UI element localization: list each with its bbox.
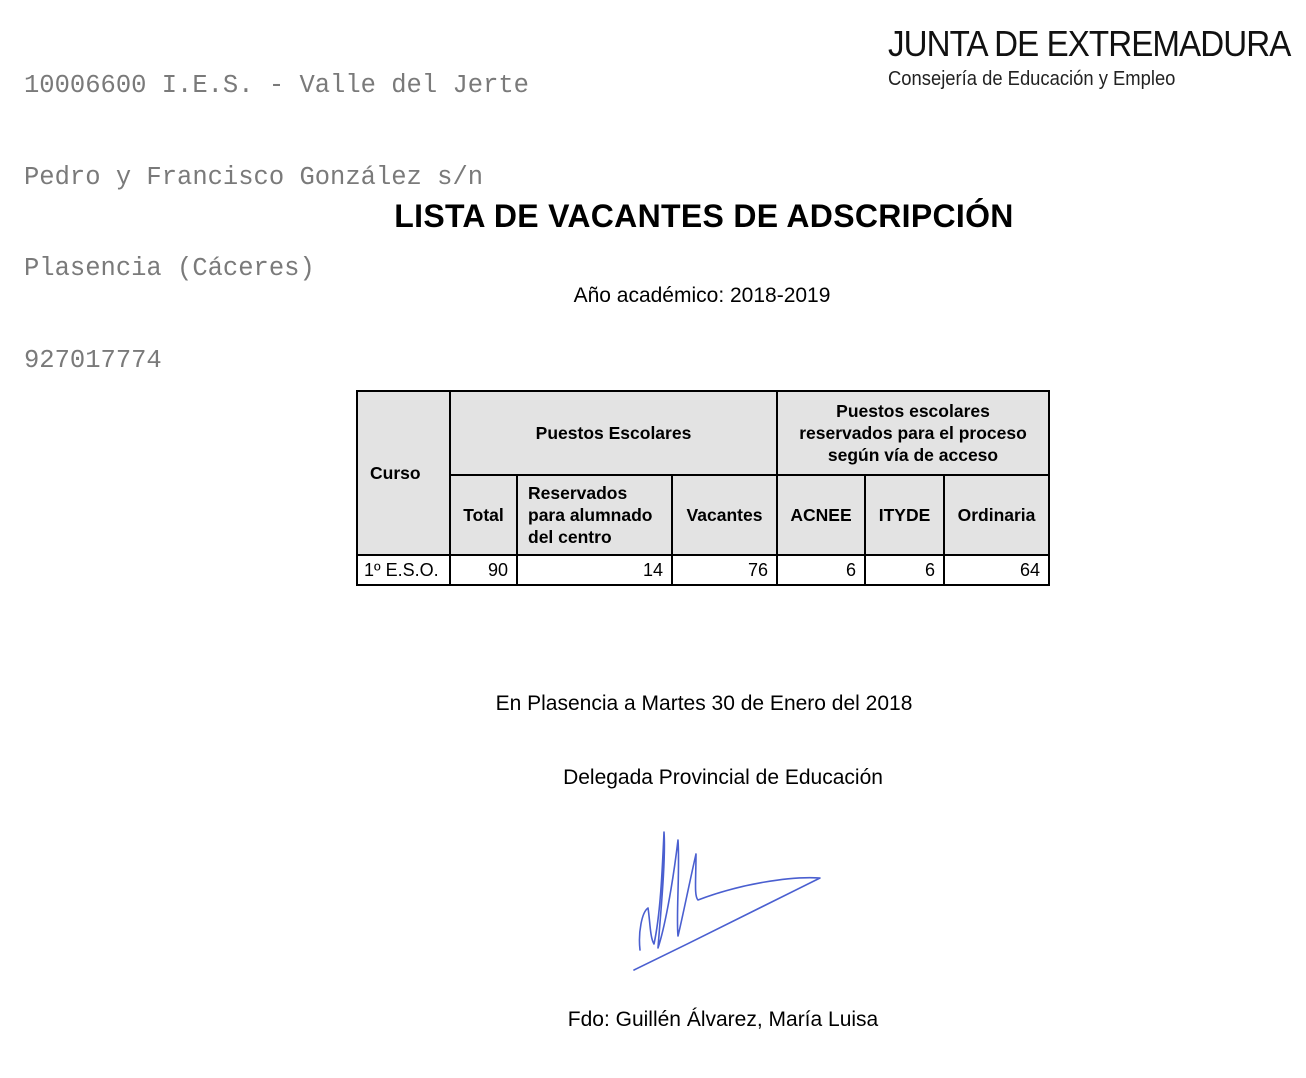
junta-logo	[888, 22, 1306, 91]
address-line-phone: 927017774	[24, 345, 162, 375]
header-reservados-proceso-line: reservados para el proceso	[799, 423, 1027, 443]
document-title: LISTA DE VACANTES DE ADSCRIPCIÓN	[394, 198, 1014, 234]
header-reservados-line: Reservados	[528, 483, 628, 503]
signed-by: Fdo: Guillén Álvarez, María Luisa	[567, 1008, 879, 1031]
header-curso: Curso	[357, 391, 450, 555]
header-reservados-proceso-line: según vía de acceso	[827, 445, 999, 465]
header-vacantes: Vacantes	[672, 475, 777, 555]
header-reservados-centro	[517, 475, 672, 555]
cell-acnee: 6	[777, 555, 865, 585]
table-row	[357, 555, 1049, 585]
header-reservados-line: para alumnado	[528, 505, 653, 525]
header-acnee: ACNEE	[777, 475, 865, 555]
academic-year: Año académico: 2018-2019	[573, 284, 831, 307]
cell-total: 90	[450, 555, 517, 585]
logo-subtitle: Consejería de Educación y Empleo	[888, 68, 1176, 90]
header-ordinaria: Ordinaria	[944, 475, 1049, 555]
cell-reservados: 14	[517, 555, 672, 585]
cell-vacantes: 76	[672, 555, 777, 585]
header-ityde: ITYDE	[865, 475, 944, 555]
signer-role: Delegada Provincial de Educación	[563, 766, 883, 789]
header-reservados-line: del centro	[528, 527, 612, 547]
header-reservados-proceso-line: Puestos escolares	[836, 401, 990, 421]
header-puestos-escolares: Puestos Escolares	[450, 391, 777, 475]
vacancies-table	[356, 390, 1050, 586]
handwritten-signature	[620, 820, 840, 980]
cell-ordinaria: 64	[944, 555, 1049, 585]
cell-ityde: 6	[865, 555, 944, 585]
header-total: Total	[450, 475, 517, 555]
cell-curso: 1º E.S.O.	[357, 555, 450, 585]
address-line-code-name: 10006600 I.E.S. - Valle del Jerte	[24, 71, 529, 100]
address-line-city: Plasencia (Cáceres)	[24, 254, 315, 283]
header-reservados-proceso	[777, 391, 1049, 475]
place-date: En Plasencia a Martes 30 de Enero del 2018	[495, 692, 913, 715]
address-line-street: Pedro y Francisco González s/n	[24, 162, 484, 192]
logo-title: JUNTA DE EXTREMADURA	[888, 23, 1291, 64]
